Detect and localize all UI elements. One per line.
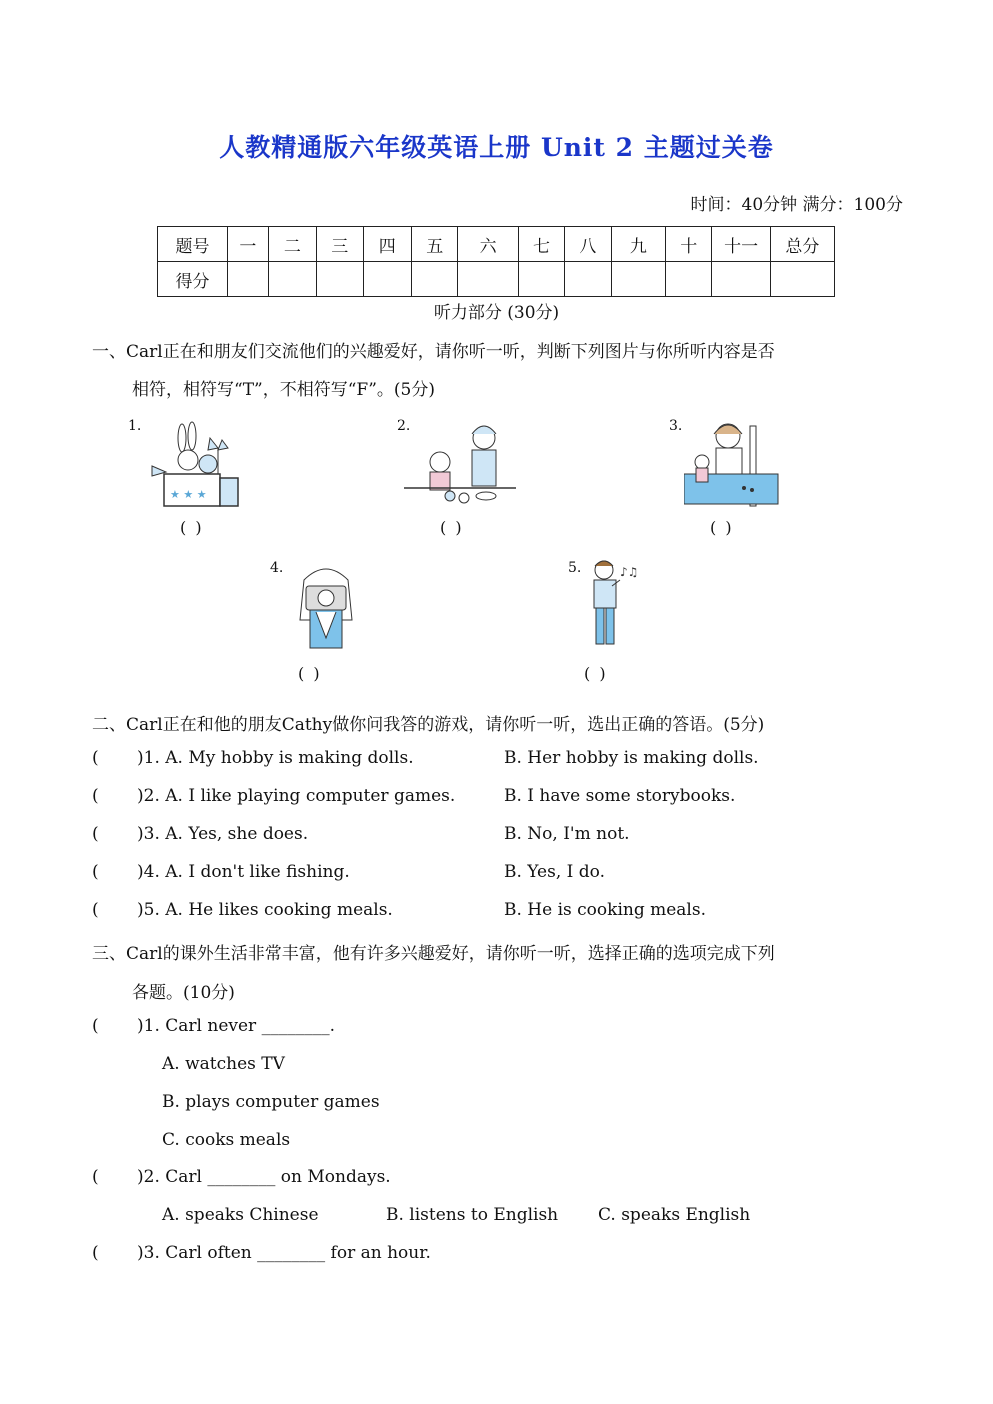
svg-text:♪♫: ♪♫: [620, 565, 639, 579]
score-table-header-row: [158, 227, 835, 262]
part1-instructions-cont: 相符，相符写“T”，不相符写“F”。(5分): [132, 380, 435, 400]
doll-making-icon: [684, 416, 780, 513]
score-input-cell[interactable]: [518, 262, 564, 297]
table-cell: 总分: [770, 227, 834, 262]
table-cell: 五: [411, 227, 457, 262]
table-cell: 得分: [158, 262, 228, 297]
answer-blank[interactable]: ( ): [710, 518, 734, 537]
option-b: B. plays computer games: [162, 1092, 380, 1112]
option-b: B. He is cooking meals.: [504, 900, 706, 920]
camera-icon: [286, 560, 366, 657]
score-table-score-row: [158, 262, 835, 297]
score-input-cell[interactable]: [458, 262, 518, 297]
option-a: )3. A. Yes, she does.: [137, 824, 309, 844]
option-b: B. Yes, I do.: [504, 862, 605, 882]
answer-blank[interactable]: (: [92, 1167, 99, 1187]
score-input-cell[interactable]: [268, 262, 316, 297]
option-c: C. speaks English: [598, 1205, 751, 1225]
table-cell: 十: [666, 227, 712, 262]
question-text: )1. Carl never ________.: [137, 1016, 335, 1036]
table-cell: 题号: [158, 227, 228, 262]
picture-number: 5.: [568, 560, 582, 576]
option-b: B. I have some storybooks.: [504, 786, 736, 806]
option-b: B. Her hobby is making dolls.: [504, 748, 759, 768]
answer-blank[interactable]: ( ): [440, 518, 464, 537]
part3-instructions: 三、Carl的课外生活非常丰富，他有许多兴趣爱好，请你听一听，选择正确的选项完成下列: [92, 944, 775, 964]
part3-instructions-cont: 各题。(10分): [132, 983, 235, 1003]
answer-blank[interactable]: (: [92, 1243, 99, 1263]
answer-blank[interactable]: (: [92, 900, 99, 920]
table-cell: 十一: [712, 227, 770, 262]
answer-blank[interactable]: ( ): [298, 664, 322, 683]
answer-blank[interactable]: (: [92, 824, 99, 844]
score-input-cell[interactable]: [411, 262, 457, 297]
table-cell: 七: [518, 227, 564, 262]
part1-instructions: 一、Carl正在和朋友们交流他们的兴趣爱好，请你听一听，判断下列图片与你所听内容是否: [92, 342, 775, 362]
option-b: B. listens to English: [386, 1205, 559, 1225]
answer-blank[interactable]: ( ): [180, 518, 204, 537]
picture-number: 3.: [669, 418, 683, 434]
option-b: B. No, I'm not.: [504, 824, 630, 844]
table-cell: 二: [268, 227, 316, 262]
answer-blank[interactable]: (: [92, 1016, 99, 1036]
option-c: C. cooks meals: [162, 1130, 291, 1150]
option-a: )5. A. He likes cooking meals.: [137, 900, 393, 920]
option-a: )1. A. My hobby is making dolls.: [137, 748, 414, 768]
picture-number: 2.: [397, 418, 411, 434]
answer-blank[interactable]: (: [92, 786, 99, 806]
score-input-cell[interactable]: [712, 262, 770, 297]
answer-blank[interactable]: ( ): [584, 664, 608, 683]
option-a: A. watches TV: [162, 1054, 285, 1074]
singing-icon: [584, 556, 644, 657]
option-a: )2. A. I like playing computer games.: [137, 786, 456, 806]
toy-box-icon: [148, 418, 244, 515]
table-cell: 三: [317, 227, 363, 262]
listening-section-heading: 听力部分 (30分): [433, 303, 560, 323]
question-text: )3. Carl often ________ for an hour.: [137, 1243, 431, 1263]
svg-text:★ ★ ★: ★ ★ ★: [170, 488, 207, 501]
part2-instructions: 二、Carl正在和他的朋友Cathy做你问我答的游戏，请你听一听，选出正确的答语。(5分): [92, 715, 765, 735]
score-input-cell[interactable]: [363, 262, 411, 297]
score-input-cell[interactable]: [611, 262, 665, 297]
table-cell: 八: [565, 227, 611, 262]
picture-number: 4.: [270, 560, 284, 576]
page-title: 人教精通版六年级英语上册 Unit 2 主题过关卷: [219, 133, 774, 162]
answer-blank[interactable]: (: [92, 748, 99, 768]
score-table: [157, 226, 835, 297]
time-and-score: 时间：40分钟 满分：100分: [690, 195, 903, 215]
table-cell: 六: [458, 227, 518, 262]
option-a: A. speaks Chinese: [162, 1205, 319, 1225]
table-cell: 四: [363, 227, 411, 262]
score-input-cell[interactable]: [228, 262, 269, 297]
table-cell: 九: [611, 227, 665, 262]
cooking-icon: [402, 416, 518, 513]
score-input-cell[interactable]: [666, 262, 712, 297]
score-input-cell[interactable]: [565, 262, 611, 297]
score-input-cell[interactable]: [770, 262, 834, 297]
table-cell: 一: [228, 227, 269, 262]
picture-number: 1.: [128, 418, 142, 434]
answer-blank[interactable]: (: [92, 862, 99, 882]
option-a: )4. A. I don't like fishing.: [137, 862, 350, 882]
question-text: )2. Carl ________ on Mondays.: [137, 1167, 391, 1187]
score-input-cell[interactable]: [317, 262, 363, 297]
